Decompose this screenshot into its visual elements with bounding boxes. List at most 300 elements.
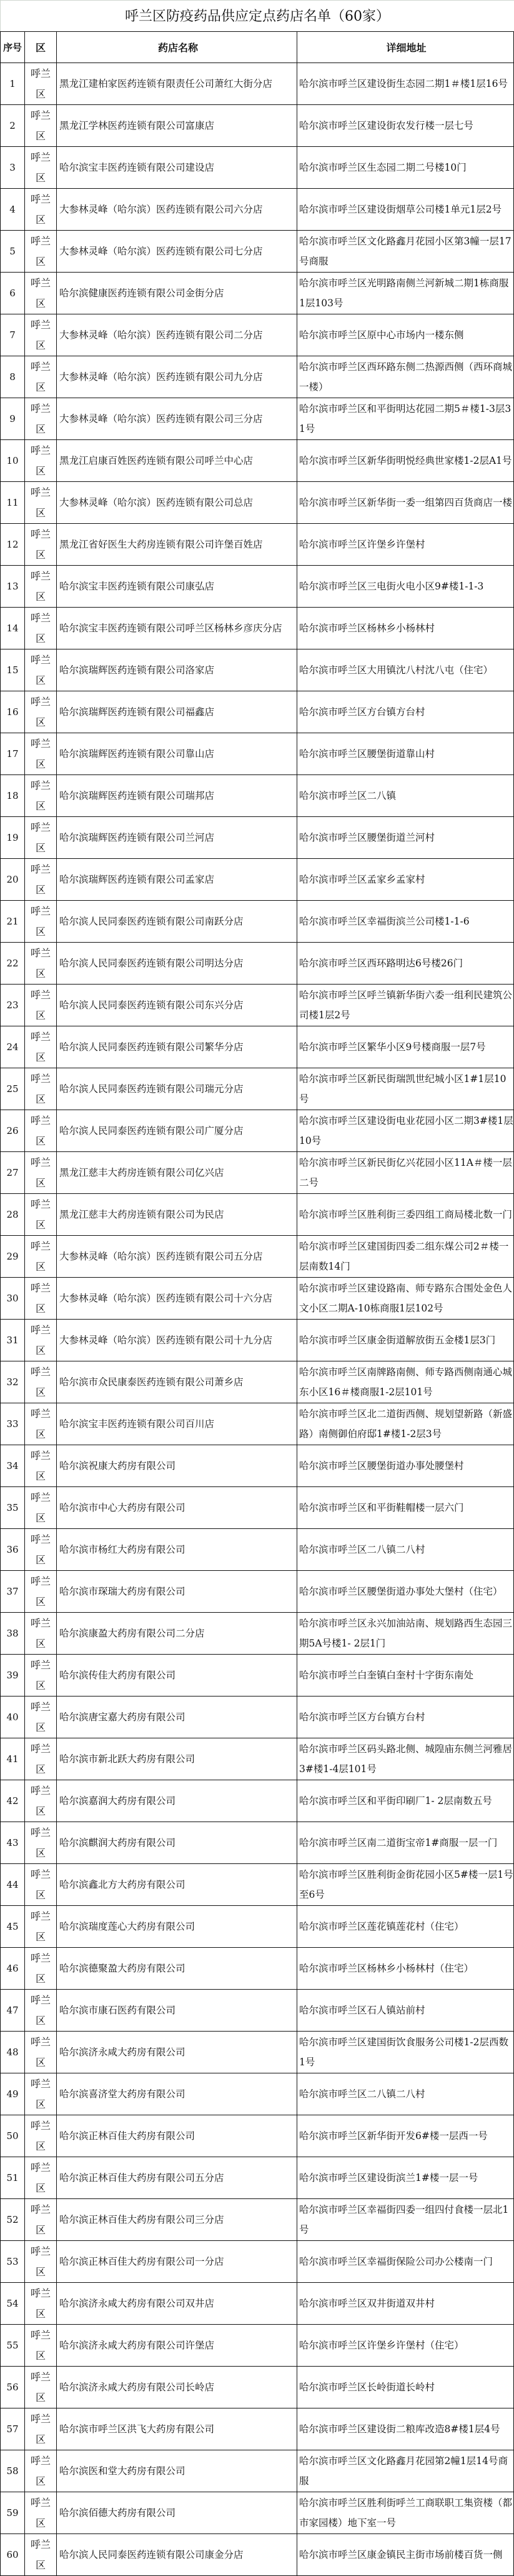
row-district-cell (25, 1445, 57, 1487)
row-district: 呼兰区 (30, 1282, 51, 1315)
row-district-cell (25, 691, 57, 733)
row-address-cell (297, 524, 514, 566)
row-pharmacy-name: 哈尔滨祝康大药房有限公司 (57, 1445, 297, 1487)
row-district: 呼兰区 (30, 277, 51, 309)
row-number: 18 (1, 775, 25, 817)
row-address: 哈尔滨市呼兰区北二道街西侧、规划望新路（新盛路）南侧御伯府邸1#楼1-2层3号 (299, 1408, 513, 1440)
row-address: 哈尔滨市呼兰区呼兰镇新华街六委一组利民建筑公司楼1层2号 (299, 990, 513, 1021)
row-pharmacy-name: 哈尔滨人民同泰医药连锁有限公司南跃分店 (57, 901, 297, 943)
row-district: 呼兰区 (30, 444, 51, 477)
row-number: 55 (1, 2325, 25, 2367)
row-address-cell (297, 2199, 514, 2241)
row-number: 44 (1, 1864, 25, 1906)
table-row (1, 608, 514, 649)
table-row (1, 1655, 514, 1696)
row-number: 32 (1, 1361, 25, 1403)
table-row (1, 273, 514, 314)
row-pharmacy-name: 大参林灵峰（哈尔滨）医药连锁有限公司二分店 (57, 314, 297, 356)
row-district: 呼兰区 (30, 2287, 51, 2320)
table-row (1, 314, 514, 356)
row-address-cell (297, 1738, 514, 1780)
row-address-cell (297, 440, 514, 482)
row-number: 41 (1, 1738, 25, 1780)
row-district-cell (25, 356, 57, 398)
row-address-cell (297, 649, 514, 691)
row-address-cell (297, 1110, 514, 1152)
row-number: 57 (1, 2408, 25, 2450)
row-district-cell (25, 105, 57, 147)
table-row (1, 1864, 514, 1906)
row-pharmacy-name: 哈尔滨医和堂大药房有限公司 (57, 2450, 297, 2492)
row-number: 14 (1, 608, 25, 649)
row-district-cell (25, 2115, 57, 2157)
row-district-cell (25, 440, 57, 482)
row-pharmacy-name: 哈尔滨宝丰医药连锁有限公司康弘店 (57, 566, 297, 608)
row-address-cell (297, 63, 514, 105)
row-address: 哈尔滨市呼兰区南二道街宝帝1#商服一层一门 (299, 1837, 498, 1848)
row-address: 哈尔滨市呼兰区大用镇沈八村沈八屯（住宅） (299, 664, 493, 676)
row-pharmacy-name: 哈尔滨唐宝嘉大药房有限公司 (57, 1696, 297, 1738)
row-address: 哈尔滨市呼兰区新华街开发6#楼一层西一号 (299, 2130, 488, 2142)
row-district-cell (25, 1655, 57, 1696)
row-district: 呼兰区 (30, 361, 51, 393)
row-address-cell (297, 147, 514, 189)
table-row (1, 566, 514, 608)
row-address-cell (297, 1152, 514, 1194)
row-pharmacy-name: 哈尔滨人民同泰医药连锁有限公司瑞元分店 (57, 1068, 297, 1110)
row-district: 呼兰区 (30, 1701, 51, 1733)
row-number: 42 (1, 1780, 25, 1822)
row-pharmacy-name: 哈尔滨瑞辉医药连锁有限公司靠山店 (57, 733, 297, 775)
table-row (1, 1194, 514, 1236)
row-address: 哈尔滨市呼兰区许堡乡许堡村（住宅） (299, 2340, 464, 2351)
row-address: 哈尔滨市呼兰区腰堡街道办事处大堡村（住宅） (299, 1586, 503, 1597)
row-address: 哈尔滨市呼兰区西环路东侧二热源西侧（西环商城一楼） (299, 361, 513, 393)
row-number: 17 (1, 733, 25, 775)
row-pharmacy-name: 哈尔滨市康石医药有限公司 (57, 1990, 297, 2032)
row-pharmacy-name: 哈尔滨瑞辉医药连锁有限公司孟家店 (57, 859, 297, 901)
row-district-cell (25, 2283, 57, 2325)
row-number: 10 (1, 440, 25, 482)
row-address-cell (297, 398, 514, 440)
row-address-cell (297, 2032, 514, 2073)
row-address-cell (297, 1990, 514, 2032)
row-address-cell (297, 691, 514, 733)
row-number: 60 (1, 2534, 25, 2576)
row-pharmacy-name: 哈尔滨市新北跃大药房有限公司 (57, 1738, 297, 1780)
row-pharmacy-name: 哈尔滨人民同泰医药连锁有限公司东兴分店 (57, 985, 297, 1026)
row-address-cell (297, 1696, 514, 1738)
row-district: 呼兰区 (30, 2245, 51, 2278)
row-address-cell (297, 1068, 514, 1110)
row-address-cell (297, 2157, 514, 2199)
row-district: 呼兰区 (30, 319, 51, 351)
header-district: 区 (25, 32, 57, 63)
row-number: 33 (1, 1403, 25, 1445)
table-row (1, 1571, 514, 1613)
row-address: 哈尔滨市呼兰区永兴加油站南、规划路西生态园三期5A号楼1- 2层1门 (299, 1618, 513, 1649)
row-pharmacy-name: 黑龙江慈丰大药房连锁有限公司亿兴店 (57, 1152, 297, 1194)
row-address: 哈尔滨市呼兰区方台镇方台村 (299, 706, 425, 718)
row-address: 哈尔滨市呼兰区繁华小区9号楼商服一层7号 (299, 1041, 486, 1053)
row-address: 哈尔滨市呼兰区许堡乡许堡村 (299, 539, 425, 550)
row-number: 43 (1, 1822, 25, 1864)
row-district: 呼兰区 (30, 654, 51, 686)
row-number: 24 (1, 1026, 25, 1068)
row-address-cell (297, 566, 514, 608)
row-district: 呼兰区 (30, 151, 51, 184)
row-address-cell (297, 2408, 514, 2450)
table-row (1, 147, 514, 189)
table-row (1, 398, 514, 440)
row-district-cell (25, 2367, 57, 2408)
row-address: 哈尔滨市呼兰区生态园二期二号楼10门 (299, 162, 467, 173)
table-row (1, 733, 514, 775)
row-address-cell (297, 231, 514, 273)
row-pharmacy-name: 哈尔滨济永咸大药房有限公司 (57, 2032, 297, 2073)
row-number: 28 (1, 1194, 25, 1236)
row-district: 呼兰区 (30, 2036, 51, 2068)
row-address-cell (297, 2283, 514, 2325)
row-number: 40 (1, 1696, 25, 1738)
row-address-cell (297, 608, 514, 649)
row-district-cell (25, 901, 57, 943)
pharmacy-table (0, 31, 514, 2576)
page-title: 呼兰区防疫药品供应定点药店名单（60家） (0, 0, 514, 31)
row-address: 哈尔滨市呼兰区建设街滨兰1#楼一层一号 (299, 2172, 478, 2183)
row-pharmacy-name: 哈尔滨鑫北方大药房有限公司 (57, 1864, 297, 1906)
row-district: 呼兰区 (30, 2497, 51, 2529)
row-address: 哈尔滨市呼兰区新民街瑞凯世纪城小区1#1层10号 (299, 1073, 507, 1105)
row-address: 哈尔滨市呼兰区康金镇民主街市场前楼百货一侧 (299, 2549, 503, 2560)
row-district: 呼兰区 (30, 109, 51, 142)
table-row (1, 1068, 514, 1110)
row-address-cell (297, 985, 514, 1026)
row-address-cell (297, 1403, 514, 1445)
table-row (1, 2115, 514, 2157)
table-row (1, 1361, 514, 1403)
row-number: 22 (1, 943, 25, 985)
row-address: 哈尔滨市呼兰区原中心市场内一楼东侧 (299, 329, 464, 341)
row-address: 哈尔滨市呼兰区建设街二粮库改造8#楼1层4号 (299, 2423, 500, 2435)
row-address-cell (297, 1361, 514, 1403)
row-district-cell (25, 2450, 57, 2492)
row-number: 21 (1, 901, 25, 943)
row-pharmacy-name: 大参林灵峰（哈尔滨）医药连锁有限公司九分店 (57, 356, 297, 398)
row-pharmacy-name: 黑龙江启康百姓医药连锁有限公司呼兰中心店 (57, 440, 297, 482)
table-row (1, 1738, 514, 1780)
row-address: 哈尔滨市呼兰区新民街亿兴花园小区11A＃楼一层二号 (299, 1157, 512, 1188)
row-address: 哈尔滨市呼兰区码头路北侧、城隍庙东侧兰河雅居3#楼1-4层101号 (299, 1743, 513, 1775)
table-row (1, 1948, 514, 1990)
row-number: 47 (1, 1990, 25, 2032)
row-number: 8 (1, 356, 25, 398)
row-address-cell (297, 2492, 514, 2534)
row-district-cell (25, 1613, 57, 1655)
row-address-cell (297, 1655, 514, 1696)
row-number: 23 (1, 985, 25, 1026)
row-number: 52 (1, 2199, 25, 2241)
row-district: 呼兰区 (30, 1031, 51, 1063)
row-number: 35 (1, 1487, 25, 1529)
row-address-cell (297, 1571, 514, 1613)
row-district-cell (25, 2032, 57, 2073)
table-row (1, 2450, 514, 2492)
row-address: 哈尔滨市呼兰区康金街道解放街五金楼1层3门 (299, 1335, 496, 1346)
row-district: 呼兰区 (30, 1366, 51, 1398)
table-row (1, 649, 514, 691)
row-district-cell (25, 63, 57, 105)
row-district: 呼兰区 (30, 1827, 51, 1859)
row-district: 呼兰区 (30, 2538, 51, 2571)
table-row (1, 1152, 514, 1194)
table-row (1, 1696, 514, 1738)
row-address: 哈尔滨市呼兰区建设路南、师专路东合围处金色人文小区二期A-10栋商服1层102号 (299, 1283, 513, 1314)
row-number: 16 (1, 691, 25, 733)
table-row (1, 1990, 514, 2032)
table-row (1, 231, 514, 273)
row-district-cell (25, 398, 57, 440)
table-row (1, 1906, 514, 1948)
row-pharmacy-name: 哈尔滨市呼兰区洪飞大药房有限公司 (57, 2408, 297, 2450)
row-district-cell (25, 1320, 57, 1361)
row-address-cell (297, 859, 514, 901)
row-address: 哈尔滨市呼兰区和平街鞋帽楼一层六门 (299, 1502, 464, 1513)
row-number: 13 (1, 566, 25, 608)
row-number: 30 (1, 1278, 25, 1320)
table-row (1, 1529, 514, 1571)
row-district-cell (25, 1403, 57, 1445)
row-district-cell (25, 649, 57, 691)
row-pharmacy-name: 哈尔滨嘉润大药房有限公司 (57, 1780, 297, 1822)
row-address-cell (297, 2241, 514, 2283)
row-district: 呼兰区 (30, 1533, 51, 1566)
row-number: 37 (1, 1571, 25, 1613)
row-address-cell (297, 817, 514, 859)
row-address: 哈尔滨市呼兰区光明路南侧兰河新城二期1栋商服1层103号 (299, 278, 509, 309)
row-district-cell (25, 1110, 57, 1152)
row-address-cell (297, 1613, 514, 1655)
row-address-cell (297, 1194, 514, 1236)
row-district-cell (25, 1948, 57, 1990)
row-address: 哈尔滨市呼兰区新华街一委一组第四百货商店一楼 (299, 497, 513, 508)
row-district-cell (25, 566, 57, 608)
row-district-cell (25, 2408, 57, 2450)
table-row (1, 2492, 514, 2534)
row-number: 7 (1, 314, 25, 356)
row-district: 呼兰区 (30, 612, 51, 644)
row-address: 哈尔滨市呼兰区和平街明达花园二期5＃楼1-3层31号 (299, 403, 512, 434)
row-address-cell (297, 1529, 514, 1571)
row-pharmacy-name: 哈尔滨健康医药连锁有限公司金街分店 (57, 273, 297, 314)
row-district-cell (25, 2492, 57, 2534)
row-address: 哈尔滨市呼兰区建国街四委二组东煤公司2＃楼一层南数14门 (299, 1241, 509, 1272)
row-pharmacy-name: 黑龙江省好医生大药房连锁有限公司许堡百姓店 (57, 524, 297, 566)
row-district: 呼兰区 (30, 1073, 51, 1105)
table-row (1, 1822, 514, 1864)
table-row (1, 1445, 514, 1487)
row-pharmacy-name: 大参林灵峰（哈尔滨）医药连锁有限公司五分店 (57, 1236, 297, 1278)
row-address-cell (297, 1236, 514, 1278)
row-pharmacy-name: 黑龙江慈丰大药房连锁有限公司为民店 (57, 1194, 297, 1236)
row-district-cell (25, 733, 57, 775)
row-number: 49 (1, 2073, 25, 2115)
row-number: 36 (1, 1529, 25, 1571)
table-row (1, 1613, 514, 1655)
row-number: 53 (1, 2241, 25, 2283)
row-address-cell (297, 1822, 514, 1864)
row-address-cell (297, 1906, 514, 1948)
row-address: 哈尔滨市呼兰区长岭街道长岭村 (299, 2382, 435, 2393)
row-pharmacy-name: 哈尔滨人民同泰医药连锁有限公司广厦分店 (57, 1110, 297, 1152)
row-pharmacy-name: 大参林灵峰（哈尔滨）医药连锁有限公司十九分店 (57, 1320, 297, 1361)
row-address: 哈尔滨市呼兰区莲花镇莲花村（住宅） (299, 1921, 464, 1932)
row-district: 呼兰区 (30, 1868, 51, 1901)
row-address-cell (297, 189, 514, 231)
row-district-cell (25, 1152, 57, 1194)
table-row (1, 482, 514, 524)
row-district-cell (25, 859, 57, 901)
row-pharmacy-name: 哈尔滨瑞辉医药连锁有限公司瑞邦店 (57, 775, 297, 817)
table-row (1, 817, 514, 859)
row-pharmacy-name: 黑龙江建柏家医药连锁有限责任公司萧红大街分店 (57, 63, 297, 105)
row-district-cell (25, 147, 57, 189)
table-row (1, 2325, 514, 2367)
row-address: 哈尔滨市呼兰区胜利街呼兰工商联职工集资楼（都市家园楼）地下室一号 (299, 2497, 513, 2528)
row-pharmacy-name: 哈尔滨人民同泰医药连锁有限公司繁华分店 (57, 1026, 297, 1068)
row-district: 呼兰区 (30, 1156, 51, 1189)
row-number: 5 (1, 231, 25, 273)
row-address-cell (297, 1487, 514, 1529)
row-district-cell (25, 985, 57, 1026)
row-district-cell (25, 1278, 57, 1320)
row-district: 呼兰区 (30, 486, 51, 519)
row-district: 呼兰区 (30, 738, 51, 770)
row-address-cell (297, 943, 514, 985)
row-address-cell (297, 314, 514, 356)
row-number: 39 (1, 1655, 25, 1696)
row-address-cell (297, 105, 514, 147)
row-address: 哈尔滨市呼兰区三电街火电小区9#楼1-1-3 (299, 581, 484, 592)
row-district-cell (25, 1068, 57, 1110)
row-number: 48 (1, 2032, 25, 2073)
row-district: 呼兰区 (30, 1324, 51, 1356)
row-address-cell (297, 2450, 514, 2492)
row-address-cell (297, 2325, 514, 2367)
table-row (1, 901, 514, 943)
row-district: 呼兰区 (30, 1743, 51, 1775)
row-district: 呼兰区 (30, 1575, 51, 1608)
row-district: 呼兰区 (30, 2120, 51, 2152)
row-district: 呼兰区 (30, 1491, 51, 1524)
row-district-cell (25, 1822, 57, 1864)
table-row (1, 2199, 514, 2241)
row-district-cell (25, 2241, 57, 2283)
row-pharmacy-name: 大参林灵峰（哈尔滨）医药连锁有限公司七分店 (57, 231, 297, 273)
row-address: 哈尔滨市呼兰区二八镇二八村 (299, 1544, 425, 1555)
row-district: 呼兰区 (30, 235, 51, 268)
row-district-cell (25, 2073, 57, 2115)
row-address-cell (297, 775, 514, 817)
row-pharmacy-name: 哈尔滨宝丰医药连锁有限公司建设店 (57, 147, 297, 189)
table-row (1, 2241, 514, 2283)
row-number: 46 (1, 1948, 25, 1990)
row-district: 呼兰区 (30, 1115, 51, 1147)
table-row (1, 691, 514, 733)
table-row (1, 2157, 514, 2199)
row-number: 20 (1, 859, 25, 901)
table-row (1, 1110, 514, 1152)
row-address-cell (297, 2115, 514, 2157)
row-number: 1 (1, 63, 25, 105)
row-address: 哈尔滨市呼兰区建设街烟草公司楼1单元1层2号 (299, 204, 502, 215)
row-address: 哈尔滨市呼兰区南牌路南侧、师专路西侧南通心城东小区16＃楼商服1-2层101号 (299, 1366, 513, 1398)
row-district: 呼兰区 (30, 570, 51, 603)
row-address: 哈尔滨市呼兰区杨林乡小杨林村 (299, 623, 435, 634)
row-district-cell (25, 1990, 57, 2032)
row-number: 26 (1, 1110, 25, 1152)
row-pharmacy-name: 哈尔滨市众民康泰医药连锁有限公司萧乡店 (57, 1361, 297, 1403)
row-district-cell (25, 2199, 57, 2241)
row-number: 4 (1, 189, 25, 231)
row-address-cell (297, 1278, 514, 1320)
row-address: 哈尔滨市呼兰区幸福街滨兰公司楼1-1-6 (299, 916, 470, 927)
row-address: 哈尔滨市呼兰区西环路明达6号楼26门 (299, 958, 463, 969)
row-address-cell (297, 1948, 514, 1990)
table-row (1, 2032, 514, 2073)
header-address: 详细地址 (297, 32, 514, 63)
row-district-cell (25, 482, 57, 524)
row-district: 呼兰区 (30, 1994, 51, 2027)
row-district: 呼兰区 (30, 2413, 51, 2445)
row-number: 25 (1, 1068, 25, 1110)
row-pharmacy-name: 哈尔滨正林百佳大药房有限公司一分店 (57, 2241, 297, 2283)
row-address: 哈尔滨市呼兰区孟家乡孟家村 (299, 874, 425, 885)
row-number: 34 (1, 1445, 25, 1487)
row-district: 呼兰区 (30, 2455, 51, 2487)
row-district-cell (25, 1906, 57, 1948)
row-district: 呼兰区 (30, 1952, 51, 1985)
header-name: 药店名称 (57, 32, 297, 63)
row-pharmacy-name: 大参林灵峰（哈尔滨）医药连锁有限公司十六分店 (57, 1278, 297, 1320)
table-row (1, 1320, 514, 1361)
row-address: 哈尔滨市呼兰区幸福街四委一组四付食楼一层北1号 (299, 2204, 509, 2235)
row-district: 呼兰区 (30, 2162, 51, 2194)
row-pharmacy-name: 哈尔滨喜济堂大药房有限公司 (57, 2073, 297, 2115)
row-district: 呼兰区 (30, 947, 51, 980)
row-pharmacy-name: 哈尔滨市中心大药房有限公司 (57, 1487, 297, 1529)
row-pharmacy-name: 黑龙江学林医药连锁有限公司富康店 (57, 105, 297, 147)
table-row (1, 2534, 514, 2576)
table-row (1, 105, 514, 147)
row-number: 9 (1, 398, 25, 440)
row-number: 6 (1, 273, 25, 314)
row-district-cell (25, 189, 57, 231)
row-address: 哈尔滨市呼兰区二八镇 (299, 790, 397, 801)
row-address: 哈尔滨市呼兰白奎镇白奎村十字街东南处 (299, 1670, 474, 1681)
row-pharmacy-name: 哈尔滨正林百佳大药房有限公司三分店 (57, 2199, 297, 2241)
row-pharmacy-name: 哈尔滨宝丰医药连锁有限公司呼兰区杨林乡彦庆分店 (57, 608, 297, 649)
table-row (1, 1236, 514, 1278)
table-row (1, 2408, 514, 2450)
row-district: 呼兰区 (30, 1910, 51, 1943)
row-number: 31 (1, 1320, 25, 1361)
row-address-cell (297, 482, 514, 524)
table-row (1, 1403, 514, 1445)
row-district-cell (25, 1026, 57, 1068)
row-district: 呼兰区 (30, 528, 51, 561)
row-address-cell (297, 1780, 514, 1822)
